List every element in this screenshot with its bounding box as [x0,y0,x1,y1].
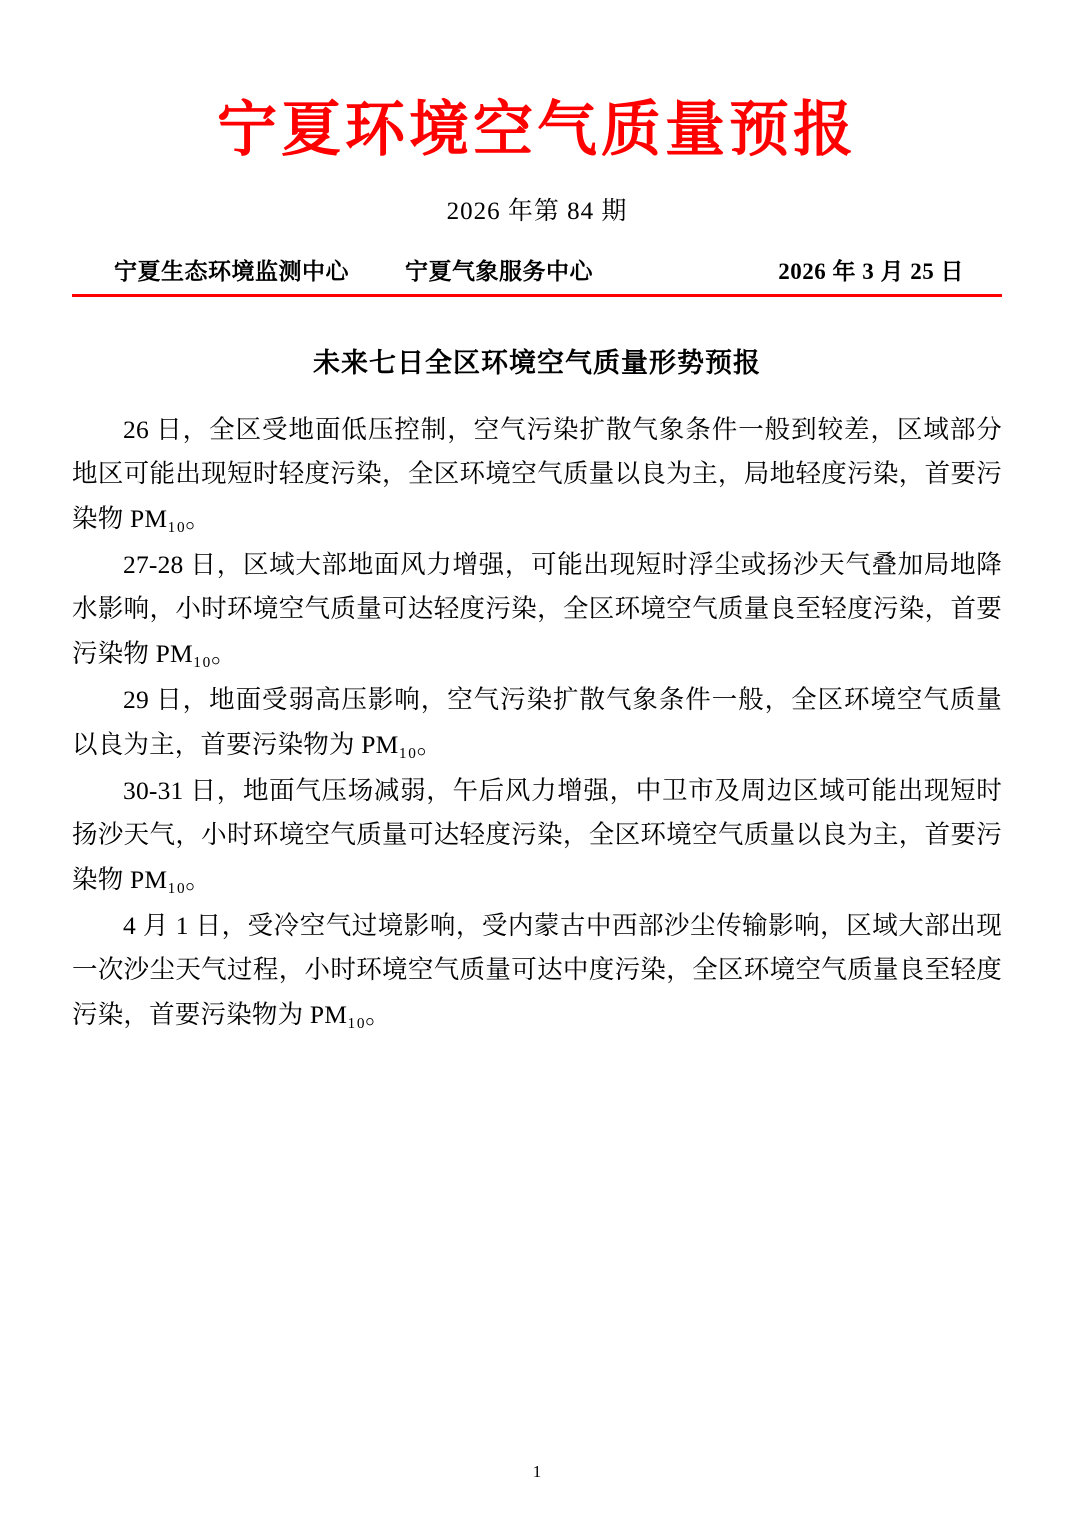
forecast-paragraph: 4 月 1 日，受冷空气过境影响，受内蒙古中西部沙尘传输影响，区域大部出现一次沙尘天气过程，小时环境空气质量可达中度污染，全区环境空气质量良至轻度污染，首要污染物为 PM₁₀。 [72,910,1002,1029]
page-title: 宁夏环境空气质量预报 [217,97,857,163]
header-divider [72,294,1002,297]
section-title: 未来七日全区环境空气质量形势预报 [313,348,761,378]
body-content [72,408,1002,1037]
issue-number: 2026 年第 84 期 [446,198,628,225]
publish-date: 2026 年 3 月 25 日 [778,259,964,284]
issuer-primary: 宁夏生态环境监测中心 [114,259,349,284]
forecast-paragraph: 26 日，全区受地面低压控制，空气污染扩散气象条件一般到较差，区域部分地区可能出现短时轻度污染，全区环境空气质量以良为主，局地轻度污染，首要污染物 PM₁₀。 [72,415,1002,533]
forecast-paragraph: 29 日，地面受弱高压影响，空气污染扩散气象条件一般，全区环境空气质量以良为主，首要污染物为 PM₁₀。 [72,685,1002,759]
page-number: 1 [532,1462,542,1481]
issuer-secondary: 宁夏气象服务中心 [405,259,593,284]
masthead [72,0,1002,297]
issuer-row [72,253,1002,286]
forecast-paragraph: 30-31 日，地面气压场减弱，午后风力增强，中卫市及周边区域可能出现短时扬沙天气，小时环境空气质量可达轻度污染，全区环境空气质量以良为主，首要污染物 PM₁₀。 [72,775,1002,894]
forecast-paragraph: 27-28 日，区域大部地面风力增强，可能出现短时浮尘或扬沙天气叠加局地降水影响，小时环境空气质量可达轻度污染，全区环境空气质量良至轻度污染，首要污染物 PM₁₀。 [72,550,1002,668]
